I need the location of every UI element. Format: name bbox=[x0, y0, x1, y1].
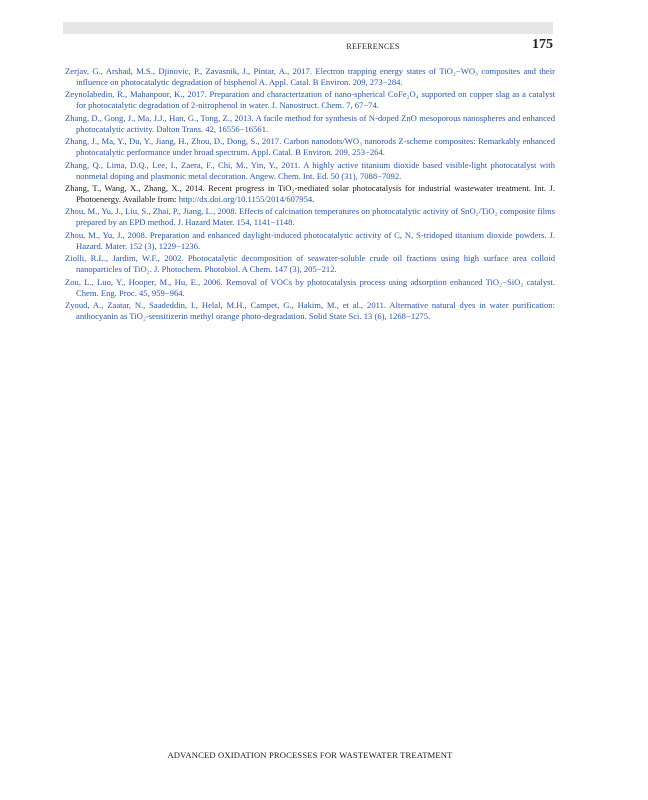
doi-link[interactable]: http://dx.doi.org/10.1155/2014/607954 bbox=[178, 193, 313, 204]
reference-item[interactable]: Zou, L., Luo, Y., Hooper, M., Hu, E., 2006. Removal of VOCs by photocatalysis process using adsorption enhanced TiO₂−SiO₂ catalyst. Chem. Eng. Proc. 45, 959−964. bbox=[65, 276, 555, 298]
reference-text: Zhang, T., Wang, X., Zhang, X., 2014. Recent progress in TiO₂-mediated solar photocatalysis for industrial wastewater treatment. Int. J. Photoenergy. Available from: bbox=[65, 183, 555, 204]
reference-item[interactable]: Zhou, M., Yu, J., Liu, S., Zhai, P., Jiang, L., 2008. Effects of calcination temperatures on photocatalytic activity of SnO₂/TiO₂ composite films prepared by an EPD method. J. Hazard Mater. 154, 1141−1148. bbox=[65, 206, 555, 228]
reference-item[interactable]: Ziolli, R.L., Jardim, W.F., 2002. Photocatalytic decomposition of seawater-soluble crude oil fractions using high surface area colloid nanoparticles of TiO₂. J. Photochem. Photobiol. A Chem. 147 (3), 205−212. bbox=[65, 253, 555, 275]
reference-list bbox=[65, 66, 555, 323]
section-label: REFERENCES bbox=[346, 42, 400, 51]
reference-item[interactable]: Zhang, J., Ma, Y., Du, Y., Jiang, H., Zhou, D., Dong, S., 2017. Carbon nanodots/WO₃ nanorods Z-scheme composites: Remarkably enhanced photocatalytic performance under broad spectrum. Appl. Catal. B Environ. 209, 253−264. bbox=[65, 136, 555, 158]
reference-text-end: . bbox=[312, 193, 315, 204]
page-number: 175 bbox=[532, 37, 553, 52]
running-header bbox=[63, 38, 553, 54]
reference-item[interactable]: Zhang, D., Gong, J., Ma, J.J., Han, G., Tong, Z., 2013. A facile method for synthesis of N-doped ZnO mesoporous nanospheres and enhanced photocatalytic activity. Dalton Trans. 42, 16556−16561. bbox=[65, 112, 555, 134]
header-bar bbox=[63, 22, 553, 34]
reference-item[interactable]: Zyoud, A., Zaatar, N., Saadeddin, I., Helal, M.H., Campet, G., Hakim, M., et al., 2011. Alternative natural dyes in water purification: anthocyanin as TiO₂-sensitizerin methyl orange photo-degradation. Solid State Sci. 13 (6), 1268−1275. bbox=[65, 300, 555, 321]
reference-item[interactable]: Zhou, M., Yu, J., 2008. Preparation and enhanced daylight-induced photocatalytic activity of C, N, S-tridoped titanium dioxide powders. J. Hazard. Mater. 152 (3), 1229−1236. bbox=[65, 229, 555, 251]
reference-item[interactable]: Zerjav, G., Arshad, M.S., Djinovic, P., Zavasnik, J., Pintar, A., 2017. Electron trapping energy states of TiO₂−WO₃ composites and their influence on photocatalytic degradation of bisphenol A. Appl. Catal. B Environ. 209, 273−284. bbox=[65, 66, 555, 87]
reference-item bbox=[65, 183, 555, 205]
reference-item[interactable]: Zhang, Q., Lima, D.Q., Lee, I., Zaera, F., Chi, M., Yin, Y., 2011. A highly active titanium dioxide based visible-light photocatalyst with nonmetal doping and plasmonic metal decoration. Angew. Chem. Int. Ed. 50 (31), 7088−7092. bbox=[65, 159, 555, 181]
reference-item[interactable]: Zeynolabedin, R., Mahanpoor, K., 2017. Preparation and characterization of nano-spherical CoFe₂O₄ supported on copper slag as a catalyst for photocatalytic degradation of 2-nitrophenol in water. J. Nanostruct. Chem. 7, 67−74. bbox=[65, 89, 555, 111]
book-title-footer: ADVANCED OXIDATION PROCESSES FOR WASTEWATER TREATMENT bbox=[167, 750, 453, 760]
